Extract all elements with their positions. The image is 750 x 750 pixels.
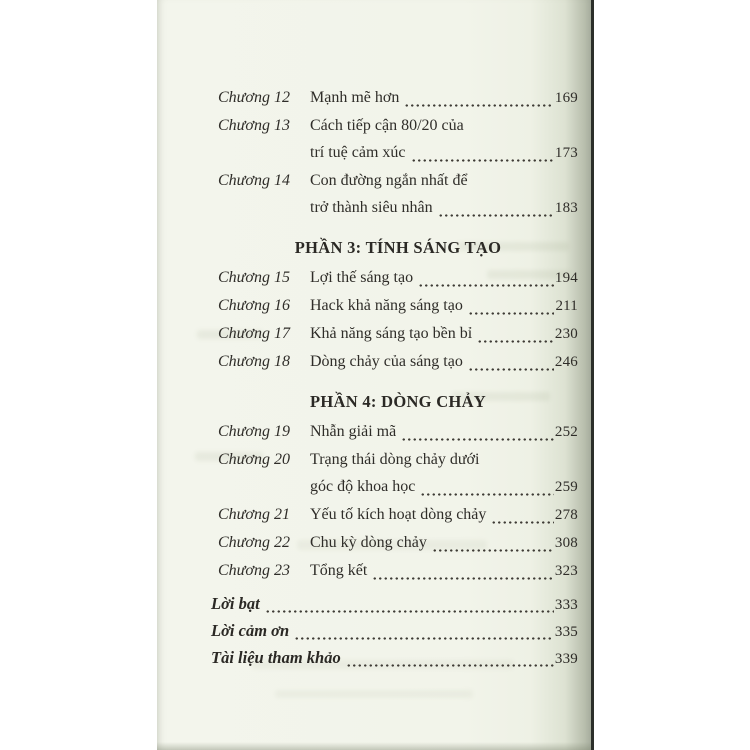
- dot-leader: [346, 664, 554, 667]
- toc-entry: [218, 112, 578, 167]
- title-line: [310, 84, 578, 112]
- toc-entry: [218, 167, 578, 222]
- toc-entry: [218, 557, 578, 585]
- back-matter-title: Lời bạt: [211, 594, 260, 613]
- chapter-label: Chương 15: [218, 269, 290, 286]
- chapter-title: Lợi thế sáng tạo: [310, 269, 414, 286]
- toc-entry: [218, 264, 578, 292]
- page-number: 173: [554, 145, 578, 161]
- chapter-title-column: [310, 446, 578, 501]
- toc-entry: [218, 320, 578, 348]
- page-number: 183: [554, 200, 578, 216]
- chapter-title-column: [310, 84, 578, 112]
- page-number: 252: [554, 424, 578, 440]
- page-number: 246: [554, 354, 578, 370]
- dot-leader: [438, 214, 554, 217]
- chapter-label: Chương 18: [218, 353, 290, 370]
- title-line: [310, 112, 578, 139]
- chapter-label: Chương 23: [218, 562, 290, 579]
- chapter-title-column: [310, 557, 578, 585]
- book-page: [157, 0, 594, 750]
- dot-leader: [468, 368, 554, 371]
- chapter-title-column: [310, 320, 578, 348]
- title-line: [310, 529, 578, 557]
- page-number: 194: [554, 270, 578, 286]
- page-number: 278: [554, 507, 578, 523]
- dot-leader: [418, 284, 554, 287]
- chapter-label: Chương 22: [218, 534, 290, 551]
- title-line: [310, 139, 578, 167]
- chapter-label: Chương 13: [218, 117, 290, 134]
- toc-entry: [218, 501, 578, 529]
- chapter-title-column: [310, 112, 578, 167]
- dot-leader: [468, 312, 555, 315]
- title-line: [310, 194, 578, 222]
- chapter-title: trở thành siêu nhân: [310, 199, 433, 216]
- title-line: [310, 473, 578, 501]
- page-number: 323: [554, 563, 578, 579]
- chapter-title: Con đường ngắn nhất để: [310, 172, 468, 189]
- title-line: [310, 264, 578, 292]
- chapter-title-column: [310, 167, 578, 222]
- toc-entry: [218, 529, 578, 557]
- page-number: 335: [554, 624, 578, 640]
- toc-entry: [218, 348, 578, 376]
- chapter-title: Trạng thái dòng chảy dưới: [310, 451, 480, 468]
- chapter-label: Chương 14: [218, 172, 290, 189]
- page-number: 211: [555, 298, 578, 314]
- title-line: [310, 501, 578, 529]
- table-of-contents: [157, 0, 591, 672]
- chapter-label: Chương 19: [218, 423, 290, 440]
- chapter-title: trí tuệ cảm xúc: [310, 144, 406, 161]
- chapter-title: Nhẫn giải mã: [310, 423, 397, 440]
- dot-leader: [420, 493, 554, 496]
- dot-leader: [294, 637, 554, 640]
- bleed-through-smudge: [275, 690, 473, 698]
- title-line: [310, 167, 578, 194]
- chapter-title-column: [310, 501, 578, 529]
- back-matter-title: Lời cảm ơn: [211, 621, 290, 640]
- dot-leader: [265, 610, 554, 613]
- page-number: 230: [554, 326, 578, 342]
- chapter-title: góc độ khoa học: [310, 478, 416, 495]
- chapter-label: Chương 16: [218, 297, 290, 314]
- page-number: 169: [554, 90, 578, 106]
- back-matter-entry: [211, 645, 578, 672]
- dot-leader: [404, 104, 554, 107]
- chapter-title-column: [310, 529, 578, 557]
- toc-back-matter: [211, 591, 578, 672]
- page-number: 333: [554, 597, 578, 613]
- chapter-title-column: [310, 292, 578, 320]
- chapter-title-column: [310, 418, 578, 446]
- dot-leader: [401, 438, 554, 441]
- title-line: [310, 557, 578, 585]
- title-line: [310, 446, 578, 473]
- chapter-title: Khả năng sáng tạo bền bỉ: [310, 325, 473, 342]
- chapter-title: Cách tiếp cận 80/20 của: [310, 117, 464, 134]
- chapter-title: Hack khả năng sáng tạo: [310, 297, 463, 314]
- toc-sections: [218, 84, 578, 585]
- chapter-label: Chương 12: [218, 89, 290, 106]
- title-line: [310, 320, 578, 348]
- back-matter-entry: [211, 618, 578, 645]
- dot-leader: [372, 577, 554, 580]
- dot-leader: [411, 159, 554, 162]
- chapter-title-column: [310, 348, 578, 376]
- title-line: [310, 348, 578, 376]
- page-number: 308: [554, 535, 578, 551]
- part-heading: PHẦN 3: TÍNH SÁNG TẠO: [294, 238, 502, 257]
- chapter-title-column: [310, 264, 578, 292]
- chapter-title: Tổng kết: [310, 562, 368, 579]
- toc-entry: [218, 446, 578, 501]
- page-number: 339: [554, 651, 578, 667]
- chapter-title: Dòng chảy của sáng tạo: [310, 353, 463, 370]
- chapter-title: Mạnh mẽ hơn: [310, 89, 400, 106]
- dot-leader: [432, 549, 554, 552]
- title-line: [310, 292, 578, 320]
- toc-entry: [218, 292, 578, 320]
- back-matter-entry: [211, 591, 578, 618]
- page-number: 259: [554, 479, 578, 495]
- chapter-label: Chương 20: [218, 451, 290, 468]
- title-line: [310, 418, 578, 446]
- toc-entry: [218, 418, 578, 446]
- chapter-title: Chu kỳ dòng chảy: [310, 534, 427, 551]
- toc-entry: [218, 84, 578, 112]
- dot-leader: [477, 340, 554, 343]
- part-heading: PHẦN 4: DÒNG CHẢY: [309, 392, 487, 411]
- chapter-label: Chương 17: [218, 325, 290, 342]
- chapter-title: Yếu tố kích hoạt dòng chảy: [310, 506, 487, 523]
- back-matter-title: Tài liệu tham khảo: [211, 648, 341, 667]
- chapter-label: Chương 21: [218, 506, 290, 523]
- dot-leader: [491, 521, 553, 524]
